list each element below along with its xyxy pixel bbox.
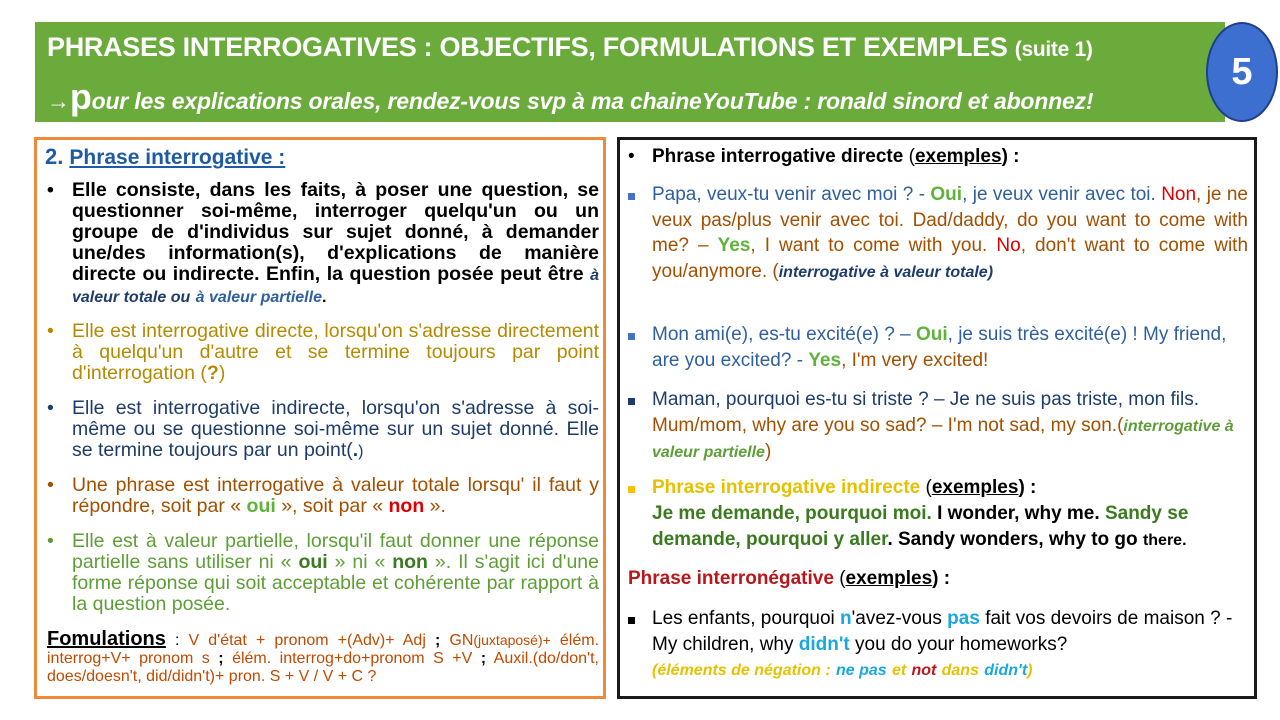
left-panel [34, 137, 606, 699]
arrow-icon: → [47, 88, 70, 114]
bullet-dot-icon: • [628, 146, 635, 167]
bullet-definition: • Elle consiste, dans les faits, à poser une question, se questionner soi-même, interroger quelqu'un ou un groupe de d'individus sur sujet donné, à demander une/des information(s), d'explications de manière directe ou indirecte. Enfin, la question posée peut être à valeur totale ou à valeur partielle. [47, 179, 600, 306]
page-title: PHRASES INTERROGATIVES : OBJECTIFS, FORMULATIONS ET EXEMPLES (suite 1) [47, 32, 1093, 62]
bullet-dot-icon: • [47, 530, 54, 552]
heading-interronegative: Phrase interronégative (exemples) : [628, 568, 951, 589]
bullet-dot-icon: • [47, 474, 54, 496]
heading-direct: • Phrase interrogative directe (exemples) : [628, 144, 1248, 170]
bullet-partial: • Elle est à valeur partielle, lorsqu'il faut donner une réponse partielle sans utiliser ni « oui » ni « non ». Il s'agit ici d'une forme réponse qui soit acceptable et cohérente par rapport à la question posée. [47, 530, 599, 615]
example-2: Mon ami(e), es-tu excité(e) ? – Oui, je suis très excité(e) ! My friend, are you excited? - Yes, I'm very excited! [628, 322, 1248, 373]
heading-indirect: Phrase interrogative indirecte (exemples) : [628, 475, 1248, 501]
subtitle: →pour les explications orales, rendez-vous svp à ma chaineYouTube : ronald sinord et abonnez! [47, 76, 1094, 117]
bullet-dot-icon: • [47, 320, 54, 342]
square-bullet-icon [628, 475, 635, 501]
example-1: Papa, veux-tu venir avec moi ? - Oui, je veux venir avec toi. Non, je ne veux pas/plus venir avec toi. Dad/daddy, do you want to come with me? – Yes, I want to come with you. No, don't want to come with you/anymore. (interrogative à valeur totale) [628, 182, 1248, 285]
bullet-dot-icon: • [47, 179, 54, 201]
bullet-direct: • Elle est interrogative directe, lorsqu'on s'adresse directement à quelqu'un d'autre et se termine toujours par point d'interrogation (?) [47, 320, 599, 384]
page-number-badge: 5 [1206, 22, 1278, 122]
example-4: Les enfants, pourquoi n'avez-vous pas fait vos devoirs de maison ? - My children, why didn't you do your homeworks? (éléments de négation : ne pas et not dans didn't) [628, 606, 1248, 684]
bullet-indirect: • Elle est interrogative indirecte, lorsqu'on s'adresse à soi-même ou se questionne soi-même sur un sujet donné. Elle se termine toujours par un point(.) [47, 397, 599, 461]
bullet-total: • Une phrase est interrogative à valeur totale lorsqu' il faut y répondre, soit par « oui », soit par « non ». [47, 474, 599, 517]
square-bullet-icon [628, 182, 635, 208]
example-3: Maman, pourquoi es-tu si triste ? – Je ne suis pas triste, mon fils. Mum/mom, why are you so sad? – I'm not sad, my son.(interrogative à valeur partielle) [628, 387, 1248, 466]
title-banner [35, 22, 1225, 122]
square-bullet-icon [628, 322, 635, 348]
title-suite: (suite 1) [1014, 38, 1093, 61]
square-bullet-icon [628, 387, 635, 413]
right-panel [617, 137, 1257, 699]
section-heading: 2. Phrase interrogative : [45, 144, 286, 169]
bullet-dot-icon: • [47, 397, 54, 419]
square-bullet-icon [628, 606, 635, 632]
formulations: Fomulations : V d'état + pronom +(Adv)+ Adj ; GN(juxtaposé)+ élém. interrog+V+ pronom s ; élém. interrog+do+pronom S +V ; Auxil.(do/don't, does/doesn't, did/didn't)+ pron. S + V / V + C ? [47, 628, 600, 685]
indirect-examples: Je me demande, pourquoi moi. I wonder, why me. Sandy se demande, pourquoi y aller. Sandy wonders, why to go there. [652, 503, 1189, 550]
